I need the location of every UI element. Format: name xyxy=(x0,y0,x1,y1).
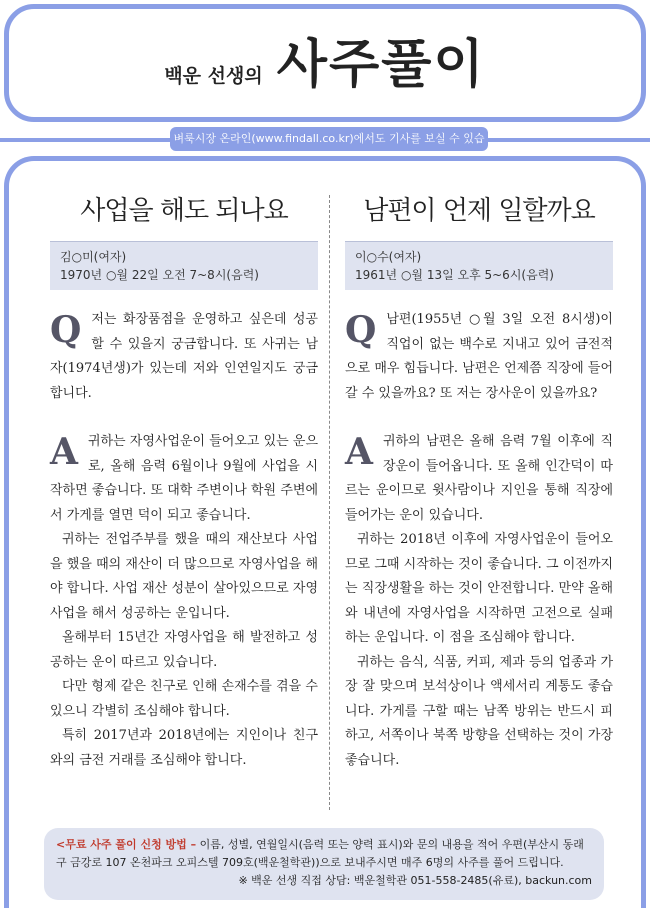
right-answer-p3: 귀하는 음식, 식품, 커피, 제과 등의 업종과 가장 잘 맞으며 보석상이나 액세서리 계통도 좋습니다. 가게를 구할 때는 남쪽 방위는 반드시 피하고, 서쪽이나 북쪽 방향을 선택하는 것이 가장 좋습니다. xyxy=(345,654,613,768)
footer-info-box xyxy=(44,828,604,900)
right-person-name: 이○수(여자) xyxy=(355,250,422,264)
right-answer-p2: 귀하는 2018년 이후에 자영사업운이 들어오므로 그때 시작하는 것이 좋습니다. 그 이전까지는 직장생활을 하는 것이 안전합니다. 만약 올해와 내년에 자영사업을 시작하면 고전으로 실패하는 운입니다. 이 점을 조심해야 합니다. xyxy=(345,532,613,645)
footer-text-block xyxy=(56,836,592,872)
a-letter: A xyxy=(50,431,78,473)
footer-text: 이름, 성별, 연월일시(음력 또는 양력 표시)와 문의 내용을 적어 우편(부산시 동래구 금강로 107 온천파크 오피스텔 709호(백운철학관))으로 보내주시면 매주 6명의 사주를 풀어 드립니다. xyxy=(56,838,584,869)
left-person-birth: 1970년 ○월 22일 오전 7~8시(음력) xyxy=(60,268,259,282)
left-answer xyxy=(50,430,318,773)
footer-contact: ※ 백운 선생 직접 상담: 백운철학관 051-558-2485(유료), backun.com xyxy=(238,874,592,887)
header xyxy=(0,22,650,97)
left-person-name: 김○미(여자) xyxy=(60,250,127,264)
left-question xyxy=(50,308,318,406)
left-question-text: 저는 화장품점을 운영하고 싶은데 성공할 수 있을지 궁금합니다. 또 사귀는 남자(1974년생)가 있는데 저와 인연일지도 궁금합니다. xyxy=(50,312,318,401)
notice-line-right xyxy=(480,138,650,142)
notice-line-left xyxy=(0,138,175,142)
left-column-title: 사업을 해도 되나요 xyxy=(80,196,288,226)
left-answer-p3: 올해부터 15년간 자영사업을 해 발전하고 성공하는 운이 따르고 있습니다. xyxy=(50,630,318,670)
right-answer-p1: 귀하의 남편은 올해 음력 7월 이후에 직장운이 들어옵니다. 또 올해 인간덕이 따르는 운이므로 윗사람이나 지인을 통해 직장에 들어가는 운이 있습니다. xyxy=(345,434,613,523)
left-person-info xyxy=(50,241,318,290)
a-letter: A xyxy=(345,431,373,473)
right-answer xyxy=(345,430,613,773)
column-divider xyxy=(329,195,330,810)
right-column-title: 남편이 언제 일할까요 xyxy=(363,196,595,226)
right-question xyxy=(345,308,613,406)
header-title: 사주풀이 xyxy=(276,35,486,95)
left-answer-p4: 다만 형제 같은 친구로 인해 손재수를 겪을 수 있으니 각별히 조심해야 합니다. xyxy=(50,679,318,719)
q-letter: Q xyxy=(345,309,377,351)
left-answer-p5: 특히 2017년과 2018년에는 지인이나 친구와의 금전 거래를 조심해야 합니다. xyxy=(50,728,318,768)
q-letter: Q xyxy=(50,309,82,351)
header-subtitle: 백운 선생의 xyxy=(164,65,263,87)
notice-banner: 벼룩시장 온라인(www.findall.co.kr)에서도 기사를 보실 수 있습 xyxy=(170,127,488,151)
footer-label: <무료 사주 풀이 신청 방법 – xyxy=(56,838,197,851)
right-column xyxy=(345,190,613,773)
right-person-birth: 1961년 ○월 13일 오후 5~6시(음력) xyxy=(355,268,554,282)
left-answer-p1: 귀하는 자영사업운이 들어오고 있는 운으로, 올해 음력 6월이나 9월에 사업을 시작하면 좋습니다. 또 대학 주변이나 학원 주변에서 가게를 열면 덕이 되고 좋습니다. xyxy=(50,434,318,523)
left-column xyxy=(50,190,318,773)
right-person-info xyxy=(345,241,613,290)
left-answer-p2: 귀하는 전업주부를 했을 때의 재산보다 사업을 했을 때의 재산이 더 많으므로 자영사업을 해야 합니다. 사업 재산 성분이 살아있으므로 자영사업을 해서 성공하는 운입니다. xyxy=(50,532,318,621)
right-question-text: 남편(1955년 ○월 3일 오전 8시생)이 직업이 없는 백수로 지내고 있어 금전적으로 매우 힘듭니다. 남편은 언제쯤 직장에 들어갈 수 있을까요? 또 저는 장사운이 있을까요? xyxy=(345,312,613,401)
